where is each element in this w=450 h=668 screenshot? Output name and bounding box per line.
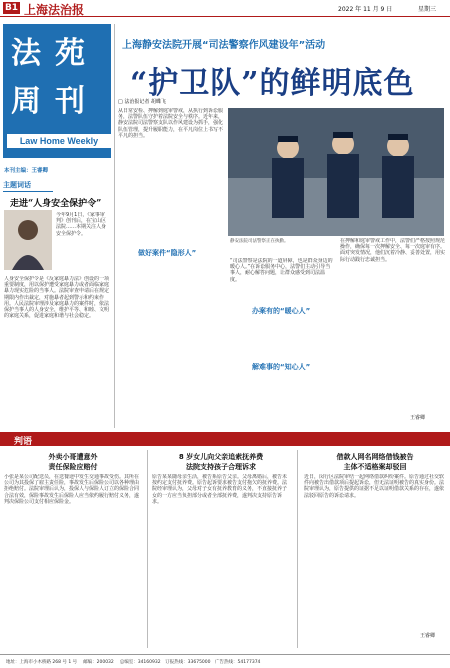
story-1-body: 小张是某公司配送员，在送餐途中发生交通事故受伤。其所在公司为其投保了雇主责任险，事故发生后保险公司以各种理由拒绝赔付。法院审理后认为，投保人与保险人订立的保险合同合法有效，保险事故发生后保险人应当依约履行赔付义务，遂判决保险公司支付相应保险金。 [4, 474, 140, 505]
story-3-title: 借款人网名网络借钱被告 [336, 453, 414, 461]
column-intro: 今年9月1日，《家事审判》创刊后，在宝山区法院……本期关注人身安全保护令。 [56, 212, 107, 237]
story-3-body: 近日，闵行区法院审结一起网络借款纠纷案件。原告通过社交软件向被告出借款项后提起诉讼，但无法证明被告的真实身份。法院审理认为，原告提供的证据不足以证明借款关系的存在，遂依法驳回原告的诉讼请求。 [304, 474, 445, 499]
lead-subhead-1: 做好案件“隐形人” [138, 249, 197, 257]
masthead-char-4: 刊 [55, 84, 85, 119]
story-1-title: 外卖小哥遭意外 [48, 453, 98, 461]
story-2-subtitle: 法院支持孩子合理诉求 [186, 463, 256, 471]
lead-headline: “护卫队”的鲜明底色 [130, 66, 415, 101]
column-body: 人身安全保护令是《反家庭暴力法》创设的一项重要制度，用以保护遭受家庭暴力或者面临家庭暴力现实危险的当事人。法院审查申请后在规定期限内作出裁定，对施暴者起到警示和约束作用。人民法院审理涉及家庭暴力的案件时，依法保护当事人的人身安全，维护平等、和睦、文明的家庭关系，促进家庭和谐与社会稳定。 [4, 276, 110, 320]
masthead-char-2: 苑 [55, 36, 85, 71]
column-divider [114, 24, 115, 428]
section-band [0, 432, 450, 446]
column-divider [147, 450, 148, 648]
masthead-english: Law Home Weekly [7, 134, 111, 148]
story-2-body: 原告某某随母亲生活，被告系原告父亲。父母离婚后，被告未按约定支付抚养费。原告起诉要求被告支付拖欠的抚养费。法院经审理认为，父母对子女有抚养教育的义务，不直接抚养子女的一方应当负担部分或者全部抚养费，遂判决支持原告诉求。 [152, 474, 288, 505]
lead-subhead-3: 解难事的“知心人” [252, 363, 311, 371]
lead-photo [228, 108, 444, 236]
band-title: 判语 [14, 437, 33, 447]
lead-body: 从日常安检、押解到庭审警戒，从执行到诉讼服务，法警队伍守护着法院安全与秩序。近年来，静安法院司法警察支队以作风建设为抓手，强化队伍管理，提升履职能力，在平凡岗位上书写不平凡的担当。 [118, 108, 223, 139]
lead-subhead-2: 办案有的“暖心人” [252, 307, 311, 315]
issue-date: 2022 年 11 月 9 日 [338, 6, 393, 13]
issue-weekday: 星期三 [418, 6, 437, 13]
page-number: B1 [4, 3, 19, 13]
section-masthead [3, 24, 111, 158]
lead-body-2: “司法警察是法院的一道屏障，也是群众身边的暖心人。”在诉讼服务中心，法警们主动引导当事人，耐心解答问题，让群众感受到司法温度。 [230, 258, 333, 283]
lead-author: 王睿卿 [410, 415, 426, 421]
columnist-photo [4, 210, 52, 270]
story-1-subtitle: 责任保险应赔付 [48, 463, 98, 471]
story-2-title: 8 岁女儿向父亲追索抚养费 [178, 453, 264, 461]
column-divider [297, 450, 298, 648]
lead-body-3: 在押解和庭审警戒工作中，法警们严格按照规范操作，确保每一次押解安全、每一次庭审有序。面对突发情况，他们沉着冷静、妥善处置，用实际行动践行忠诚担当。 [340, 238, 446, 263]
lead-kicker: 上海静安法院开展“司法警察作风建设年”活动 [122, 40, 326, 51]
newspaper-brand: 上海法治报 [24, 3, 85, 17]
page-footer: 地址：上海市小木桥路 268 号 1 号 邮编：200032 总编室：34160932 订报热线：33675000 广告热线：54177374 [0, 654, 450, 668]
lead-byline: □ 法治报记者 胡蝶飞 [118, 99, 166, 105]
column-title: 走进“人身安全保护令” [10, 199, 102, 209]
masthead-char-3: 周 [11, 84, 41, 119]
section-editor: 本刊主编：王睿卿 [4, 168, 49, 174]
photo-caption: 静安法院司法警察正在执勤。 [230, 239, 289, 244]
masthead-char-1: 法 [11, 36, 41, 71]
story-3-author: 王睿卿 [420, 633, 436, 639]
column-tag: 主题词话 [3, 180, 53, 192]
story-3-subtitle: 主体不适格案却驳回 [343, 463, 407, 471]
